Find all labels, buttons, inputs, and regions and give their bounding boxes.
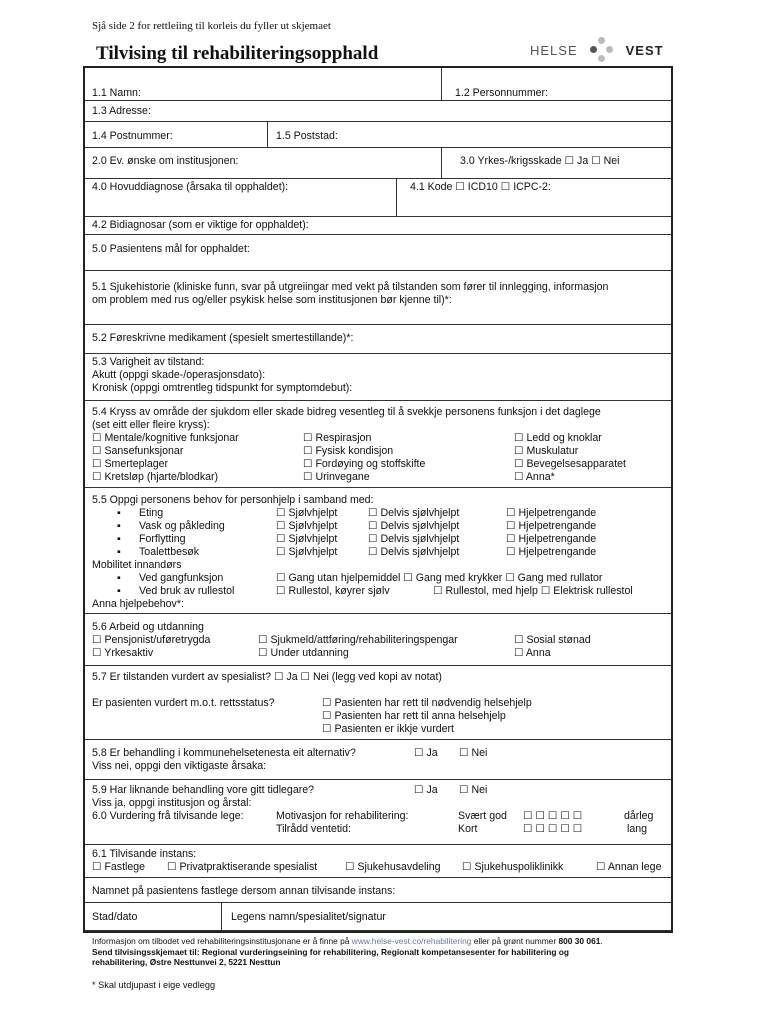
s54-option[interactable]: ☐ Sansefunksjonar [92, 445, 184, 457]
field-yrkesskade[interactable]: 3.0 Yrkes-/krigsskade ☐ Ja ☐ Nei [460, 155, 620, 167]
footer-send-address-line2: rehabilitering, Østre Nesttunvei 2, 5221 Nesttun [92, 957, 281, 967]
s60-tilradd: Tilrådd ventetid: [276, 823, 351, 835]
footer-info-mid: eller på grønt nummer [471, 936, 559, 946]
s61-option[interactable]: ☐ Sjukehuspoliklinikk [462, 861, 564, 873]
s55-row-label: Forflytting [139, 533, 186, 545]
s60-good-label: Svært god [458, 810, 507, 822]
s55-row-label: Vask og påkleding [139, 520, 225, 532]
s55-rullestol-options[interactable]: ☐ Rullestol, med hjelp ☐ Elektrisk rullestol [433, 585, 633, 597]
logo-word-left: HELSE [530, 42, 578, 58]
logo-dots-icon [584, 37, 620, 63]
s54-heading-line2: (set eitt eller fleire kryss): [92, 419, 210, 431]
s58-nei[interactable]: ☐ Nei [459, 747, 488, 759]
s56-option[interactable]: ☐ Under utdanning [258, 647, 349, 659]
s57-option[interactable]: ☐ Pasienten er ikkje vurdert [322, 723, 454, 735]
bullet-icon: ▪ [117, 546, 121, 558]
s55-row-label: Toalettbesøk [139, 546, 200, 558]
s54-option[interactable]: ☐ Respirasjon [303, 432, 372, 444]
s59-question: 5.9 Har liknande behandling vore gitt tidlegare? [92, 784, 315, 796]
s61-option[interactable]: ☐ Privatpraktiserande spesialist [167, 861, 318, 873]
s55-option[interactable]: ☐ Sjølvhjelpt [276, 546, 338, 558]
field-sjukehistorie-line2: om problem med rus og/eller psykisk helse som institusjonen bør kjenne til)*: [92, 294, 452, 306]
s54-option[interactable]: ☐ Anna* [514, 471, 555, 483]
s55-option[interactable]: ☐ Delvis sjølvhjelpt [368, 520, 460, 532]
s54-option[interactable]: ☐ Fordøying og stoffskifte [303, 458, 426, 470]
bullet-icon: ▪ [117, 572, 121, 584]
s55-mobilitet: Mobilitet innandørs [92, 559, 182, 571]
s55-option[interactable]: ☐ Delvis sjølvhjelpt [368, 507, 460, 519]
s54-option[interactable]: ☐ Urinvegane [303, 471, 370, 483]
s55-gang-label: Ved gangfunksjon [139, 572, 224, 584]
s60-motivasjon: Motivasjon for rehabilitering: [276, 810, 409, 822]
s57-option[interactable]: ☐ Pasienten har rett til nødvendig helsehjelp [322, 697, 532, 709]
s55-rullestol-label: Ved bruk av rullestol [139, 585, 235, 597]
s56-option[interactable]: ☐ Yrkesaktiv [92, 647, 154, 659]
footer-info-text: Informasjon om tilbodet ved rehabiliteringsinstitusjonane er å finne på [92, 936, 352, 946]
bullet-icon: ▪ [117, 585, 121, 597]
s55-option[interactable]: ☐ Sjølvhjelpt [276, 520, 338, 532]
s54-option[interactable]: ☐ Smerteplager [92, 458, 169, 470]
s54-heading: 5.4 Kryss av område der sjukdom eller skade bidreg vesentleg til å svekkje personens funksjon i det daglege [92, 406, 601, 418]
s55-heading: 5.5 Oppgi personens behov for personhjelp i samband med: [92, 494, 374, 506]
s56-option[interactable]: ☐ Pensjonist/uføretrygda [92, 634, 211, 646]
instruction-note: Sjå side 2 for rettleiing til korleis du fyller ut skjemaet [92, 20, 331, 32]
s55-option[interactable]: ☐ Sjølvhjelpt [276, 533, 338, 545]
bullet-icon: ▪ [117, 520, 121, 532]
s60-question: 6.0 Vurdering frå tilvisande lege: [92, 810, 244, 822]
field-medikament[interactable]: 5.2 Føreskrivne medikament (spesielt smertestillande)*: [92, 332, 354, 344]
field-signatur[interactable]: Legens namn/spesialitet/signatur [231, 911, 386, 923]
s56-option[interactable]: ☐ Anna [514, 647, 551, 659]
s55-anna[interactable]: Anna hjelpebehov*: [92, 598, 184, 610]
footnote: * Skal utdjupast i eige vedlegg [92, 980, 216, 990]
s55-row-label: Eting [139, 507, 164, 519]
field-institusjon[interactable]: 2.0 Ev. ønske om institusjonen: [92, 155, 239, 167]
field-adresse[interactable]: 1.3 Adresse: [92, 105, 151, 117]
footer-info-end: . [600, 936, 603, 946]
s55-option[interactable]: ☐ Hjelpetrengande [506, 533, 597, 545]
s60-bad-label: dårleg [624, 810, 654, 822]
s56-heading: 5.6 Arbeid og utdanning [92, 621, 204, 633]
field-kode[interactable]: 4.1 Kode ☐ ICD10 ☐ ICPC-2: [410, 181, 551, 193]
s59-sub[interactable]: Viss ja, oppgi institusjon og årstal: [92, 797, 252, 809]
field-sjukehistorie[interactable]: 5.1 Sjukehistorie (kliniske funn, svar på utgreiingar med vekt på tilstanden som fører til innlegging, informasjon [92, 281, 609, 293]
field-maal[interactable]: 5.0 Pasientens mål for opphaldet: [92, 243, 250, 255]
s61-option[interactable]: ☐ Fastlege [92, 861, 146, 873]
s61-option[interactable]: ☐ Annan lege [596, 861, 662, 873]
s55-option[interactable]: ☐ Delvis sjølvhjelpt [368, 546, 460, 558]
s57-rettsstatus: Er pasienten vurdert m.o.t. rettsstatus? [92, 697, 275, 709]
s54-option[interactable]: ☐ Ledd og knoklar [514, 432, 602, 444]
footer-send-address: Send tilvisingsskjemaet til: Regional vurderingseining for rehabilitering, Regionalt kompetansesenter for habilitering og [92, 946, 569, 957]
s56-option[interactable]: ☐ Sjukmeld/attføring/rehabiliteringspengar [258, 634, 458, 646]
footer-link[interactable]: www.helse-vest.co/rehabilitering [351, 936, 472, 946]
field-varigheit: 5.3 Varigheit av tilstand: [92, 356, 205, 368]
s59-nei[interactable]: ☐ Nei [459, 784, 488, 796]
s61-heading: 6.1 Tilvisande instans: [92, 848, 197, 860]
s57-question[interactable]: 5.7 Er tilstanden vurdert av spesialist? ☐ Ja ☐ Nei (legg ved kopi av notat) [92, 671, 442, 683]
s59-ja[interactable]: ☐ Ja [414, 784, 438, 796]
footer-info [92, 936, 672, 968]
s55-rullestol-option[interactable]: ☐ Rullestol, køyrer sjølv [276, 585, 390, 597]
s61-option[interactable]: ☐ Sjukehusavdeling [345, 861, 441, 873]
field-hovuddiagnose[interactable]: 4.0 Hovuddiagnose (årsaka til opphaldet): [92, 181, 289, 193]
s55-option[interactable]: ☐ Hjelpetrengande [506, 546, 597, 558]
referral-form [83, 66, 673, 933]
field-stad-dato[interactable]: Stad/dato [92, 911, 138, 923]
s55-option[interactable]: ☐ Delvis sjølvhjelpt [368, 533, 460, 545]
helse-vest-logo [530, 37, 664, 63]
s54-option[interactable]: ☐ Bevegelsesapparatet [514, 458, 626, 470]
s58-ja[interactable]: ☐ Ja [414, 747, 438, 759]
s55-option[interactable]: ☐ Hjelpetrengande [506, 520, 597, 532]
s60-short-label: Kort [458, 823, 478, 835]
field-fastlege[interactable]: Namnet på pasientens fastlege dersom annan tilvisande instans: [92, 885, 396, 897]
logo-word-right: VEST [625, 42, 664, 58]
s54-option[interactable]: ☐ Mentale/kognitive funksjonar [92, 432, 239, 444]
s54-option[interactable]: ☐ Fysisk kondisjon [303, 445, 394, 457]
s54-option[interactable]: ☐ Kretsløp (hjarte/blodkar) [92, 471, 219, 483]
s60-scale-ventetid[interactable]: ☐ ☐ ☐ ☐ ☐ [523, 823, 583, 835]
footer-phone: 800 30 061 [558, 936, 601, 946]
bullet-icon: ▪ [117, 507, 121, 519]
field-personnummer[interactable]: 1.2 Personnummer: [455, 87, 549, 99]
s58-question: 5.8 Er behandling i kommunehelsetenesta eit alternativ? [92, 747, 356, 759]
field-namn[interactable]: 1.1 Namn: [92, 87, 141, 99]
field-kronisk[interactable]: Kronisk (oppgi omtrentleg tidspunkt for symptomdebut): [92, 382, 353, 394]
s60-scale-motivasjon[interactable]: ☐ ☐ ☐ ☐ ☐ [523, 810, 583, 822]
s55-gang-options[interactable]: ☐ Gang utan hjelpemiddel ☐ Gang med krykker ☐ Gang med rullator [276, 572, 603, 584]
s60-long-label: lang [627, 823, 648, 835]
s55-option[interactable]: ☐ Hjelpetrengande [506, 507, 597, 519]
s56-option[interactable]: ☐ Sosial stønad [514, 634, 591, 646]
s54-option[interactable]: ☐ Muskulatur [514, 445, 579, 457]
form-title: Tilvising til rehabiliteringsopphald [96, 43, 379, 64]
field-bidiagnosar[interactable]: 4.2 Bidiagnosar (som er viktige for opphaldet): [92, 219, 309, 231]
s57-option[interactable]: ☐ Pasienten har rett til anna helsehjelp [322, 710, 506, 722]
s55-option[interactable]: ☐ Sjølvhjelpt [276, 507, 338, 519]
bullet-icon: ▪ [117, 533, 121, 545]
field-postnummer[interactable]: 1.4 Postnummer: [92, 130, 173, 142]
field-akutt[interactable]: Akutt (oppgi skade-/operasjonsdato): [92, 369, 266, 381]
s58-sub[interactable]: Viss nei, oppgi den viktigaste årsaka: [92, 760, 267, 772]
field-poststad[interactable]: 1.5 Poststad: [276, 130, 338, 142]
